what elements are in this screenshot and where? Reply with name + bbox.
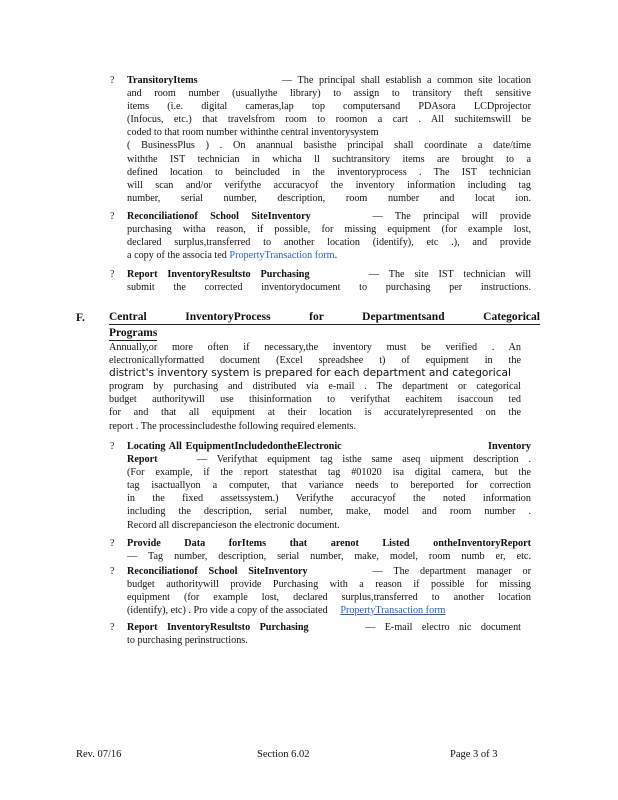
report-inventory-site-block bbox=[127, 268, 531, 294]
footer-section: Section 6.02 bbox=[257, 749, 310, 760]
section-title-line-1: Central InventoryProcess for Departmentsand Categorical bbox=[109, 311, 540, 323]
locating-line-2: Report — Verifythat equipment tag isthe same aseq uipment description . bbox=[127, 454, 531, 466]
transitory-items-line-3: items (i.e. digital cameras,lap top computersand PDAsora LCDprojector bbox=[127, 101, 531, 113]
transitory-items-line-10: number, serial number, description, room number and locat ion. bbox=[127, 192, 531, 204]
intro-line-2: electronicallyformatted document (Excel spreadshee t) of equipment in the bbox=[109, 355, 521, 367]
report-inventory-dept-line-2: to purchasing perinstructions. bbox=[127, 635, 248, 647]
bullet-3: ? bbox=[110, 269, 115, 280]
locating-equipment-block bbox=[127, 440, 531, 532]
transitory-items-line-9: will scan and/or verifythe accuracyof the inventory information including tag bbox=[127, 179, 531, 191]
bullet-7: ? bbox=[110, 622, 115, 633]
section-intro bbox=[109, 341, 521, 433]
reconciliation-dept-line-2: budget authoritywill provide Purchasing with a reason if possible for missing bbox=[127, 579, 531, 591]
transitory-items-line-4: (Infocus, etc.) that travelsfrom room to roomon a cart . All suchitemswill be bbox=[127, 114, 531, 126]
locating-line-5: in the fixed assetssystem.) Verifythe accuracyof the noted information bbox=[127, 493, 531, 505]
intro-line-5: budget authoritywill use thisinformation to verifythat eachitem isaccoun ted bbox=[109, 394, 521, 406]
transitory-items-line-1: TransitoryItems — The principal shall establish a common site location bbox=[127, 75, 531, 86]
locating-line-4: tag isactuallyon a computer, that variance needs to bereported for correction bbox=[127, 480, 531, 492]
bullet-4: ? bbox=[110, 441, 115, 452]
report-inventory-dept-line-1: Report InventoryResultsto Purchasing — E-mail electro nic document bbox=[127, 622, 521, 633]
reconciliation-school-line-3: declared surplus,transferred to another location (identify), etc .), and provide bbox=[127, 237, 531, 249]
transitory-items-line-2: and room number (usuallythe library) to assign to transitory theft sensitive bbox=[127, 88, 531, 100]
bullet-5: ? bbox=[110, 538, 115, 549]
reconciliation-school-block bbox=[127, 210, 531, 262]
provide-data-line-1: Provide Data forItems that arenot Listed ontheInventoryReport bbox=[127, 538, 531, 549]
intro-line-3: district's inventory system is prepared for each department and categorical bbox=[109, 367, 511, 380]
transitory-items-line-7: withthe IST technician in whicha ll suchtransitory items are brought to a bbox=[127, 153, 531, 165]
footer-revision: Rev. 07/16 bbox=[76, 749, 122, 760]
reconciliation-dept-line-1: Reconciliationof School SiteInventory — The department manager or bbox=[127, 566, 531, 577]
section-title-line-2: Programs bbox=[109, 327, 158, 339]
report-inventory-site-line-2: submit the corrected inventorydocument to purchasing per instructions. bbox=[127, 282, 531, 294]
locating-line-3: (For example, if the report statesthat tag #01020 isa digital camera, but the bbox=[127, 467, 531, 479]
reconciliation-school-line-4: a copy of the associa ted PropertyTransaction form. bbox=[127, 250, 338, 262]
footer-page: Page 3 of 3 bbox=[450, 749, 498, 760]
transitory-items-line-8: defined location to beincluded in the inventoryprocess . The IST technician bbox=[127, 166, 531, 178]
report-inventory-site-line-1: Report InventoryResultsto Purchasing — The site IST technician will bbox=[127, 269, 531, 280]
section-title bbox=[109, 311, 540, 341]
intro-line-1: Annually,or more often if necessary,the inventory must be verified . An bbox=[109, 342, 521, 353]
intro-line-4: program by purchasing and distributed via e-mail . The department or categorical bbox=[109, 381, 521, 393]
bullet-2: ? bbox=[110, 211, 115, 222]
intro-line-6: for and that all equipment at their location is accuratelyrepresented on the bbox=[109, 407, 521, 419]
transitory-items-line-5: coded to that room number withinthe central inventorysystem bbox=[127, 127, 379, 139]
reconciliation-school-line-2: purchasing witha reason, if possible, for missing equipment (for example lost, bbox=[127, 224, 531, 236]
reconciliation-dept-line-4: (identify), etc) . Pro vide a copy of the associated PropertyTransaction form bbox=[127, 605, 446, 617]
transitory-items-line-6: ( BusinessPlus ) . On anannual basisthe principal shall coordinate a date/time bbox=[127, 140, 531, 152]
property-transaction-form-link-2[interactable]: PropertyTransaction form bbox=[340, 605, 446, 617]
reconciliation-school-line-1: Reconciliationof School SiteInventory — The principal will provide bbox=[127, 211, 531, 222]
bullet-6: ? bbox=[110, 566, 115, 577]
locating-line-1: Locating All EquipmentIncludedontheElectronic Inventory bbox=[127, 441, 531, 452]
report-inventory-dept-block bbox=[127, 621, 521, 647]
provide-data-line-2: — Tag number, description, serial number, make, model, room numb er, etc. bbox=[127, 551, 531, 563]
property-transaction-form-link-1[interactable]: PropertyTransaction form bbox=[229, 250, 335, 262]
bullet-1: ? bbox=[110, 75, 115, 86]
transitory-items-block bbox=[127, 74, 531, 205]
reconciliation-dept-block bbox=[127, 565, 531, 617]
section-letter: F. bbox=[76, 312, 85, 324]
locating-line-6: including the description, serial number, make, model and room number . bbox=[127, 506, 531, 518]
provide-data-block bbox=[127, 537, 531, 563]
locating-line-7: Record all discrepancieson the electronic document. bbox=[127, 519, 340, 531]
reconciliation-dept-line-3: equipment (for example lost, declared surplus,transferred to another location bbox=[127, 592, 531, 604]
intro-line-7: report . The processincludesthe following required elements. bbox=[109, 420, 357, 432]
